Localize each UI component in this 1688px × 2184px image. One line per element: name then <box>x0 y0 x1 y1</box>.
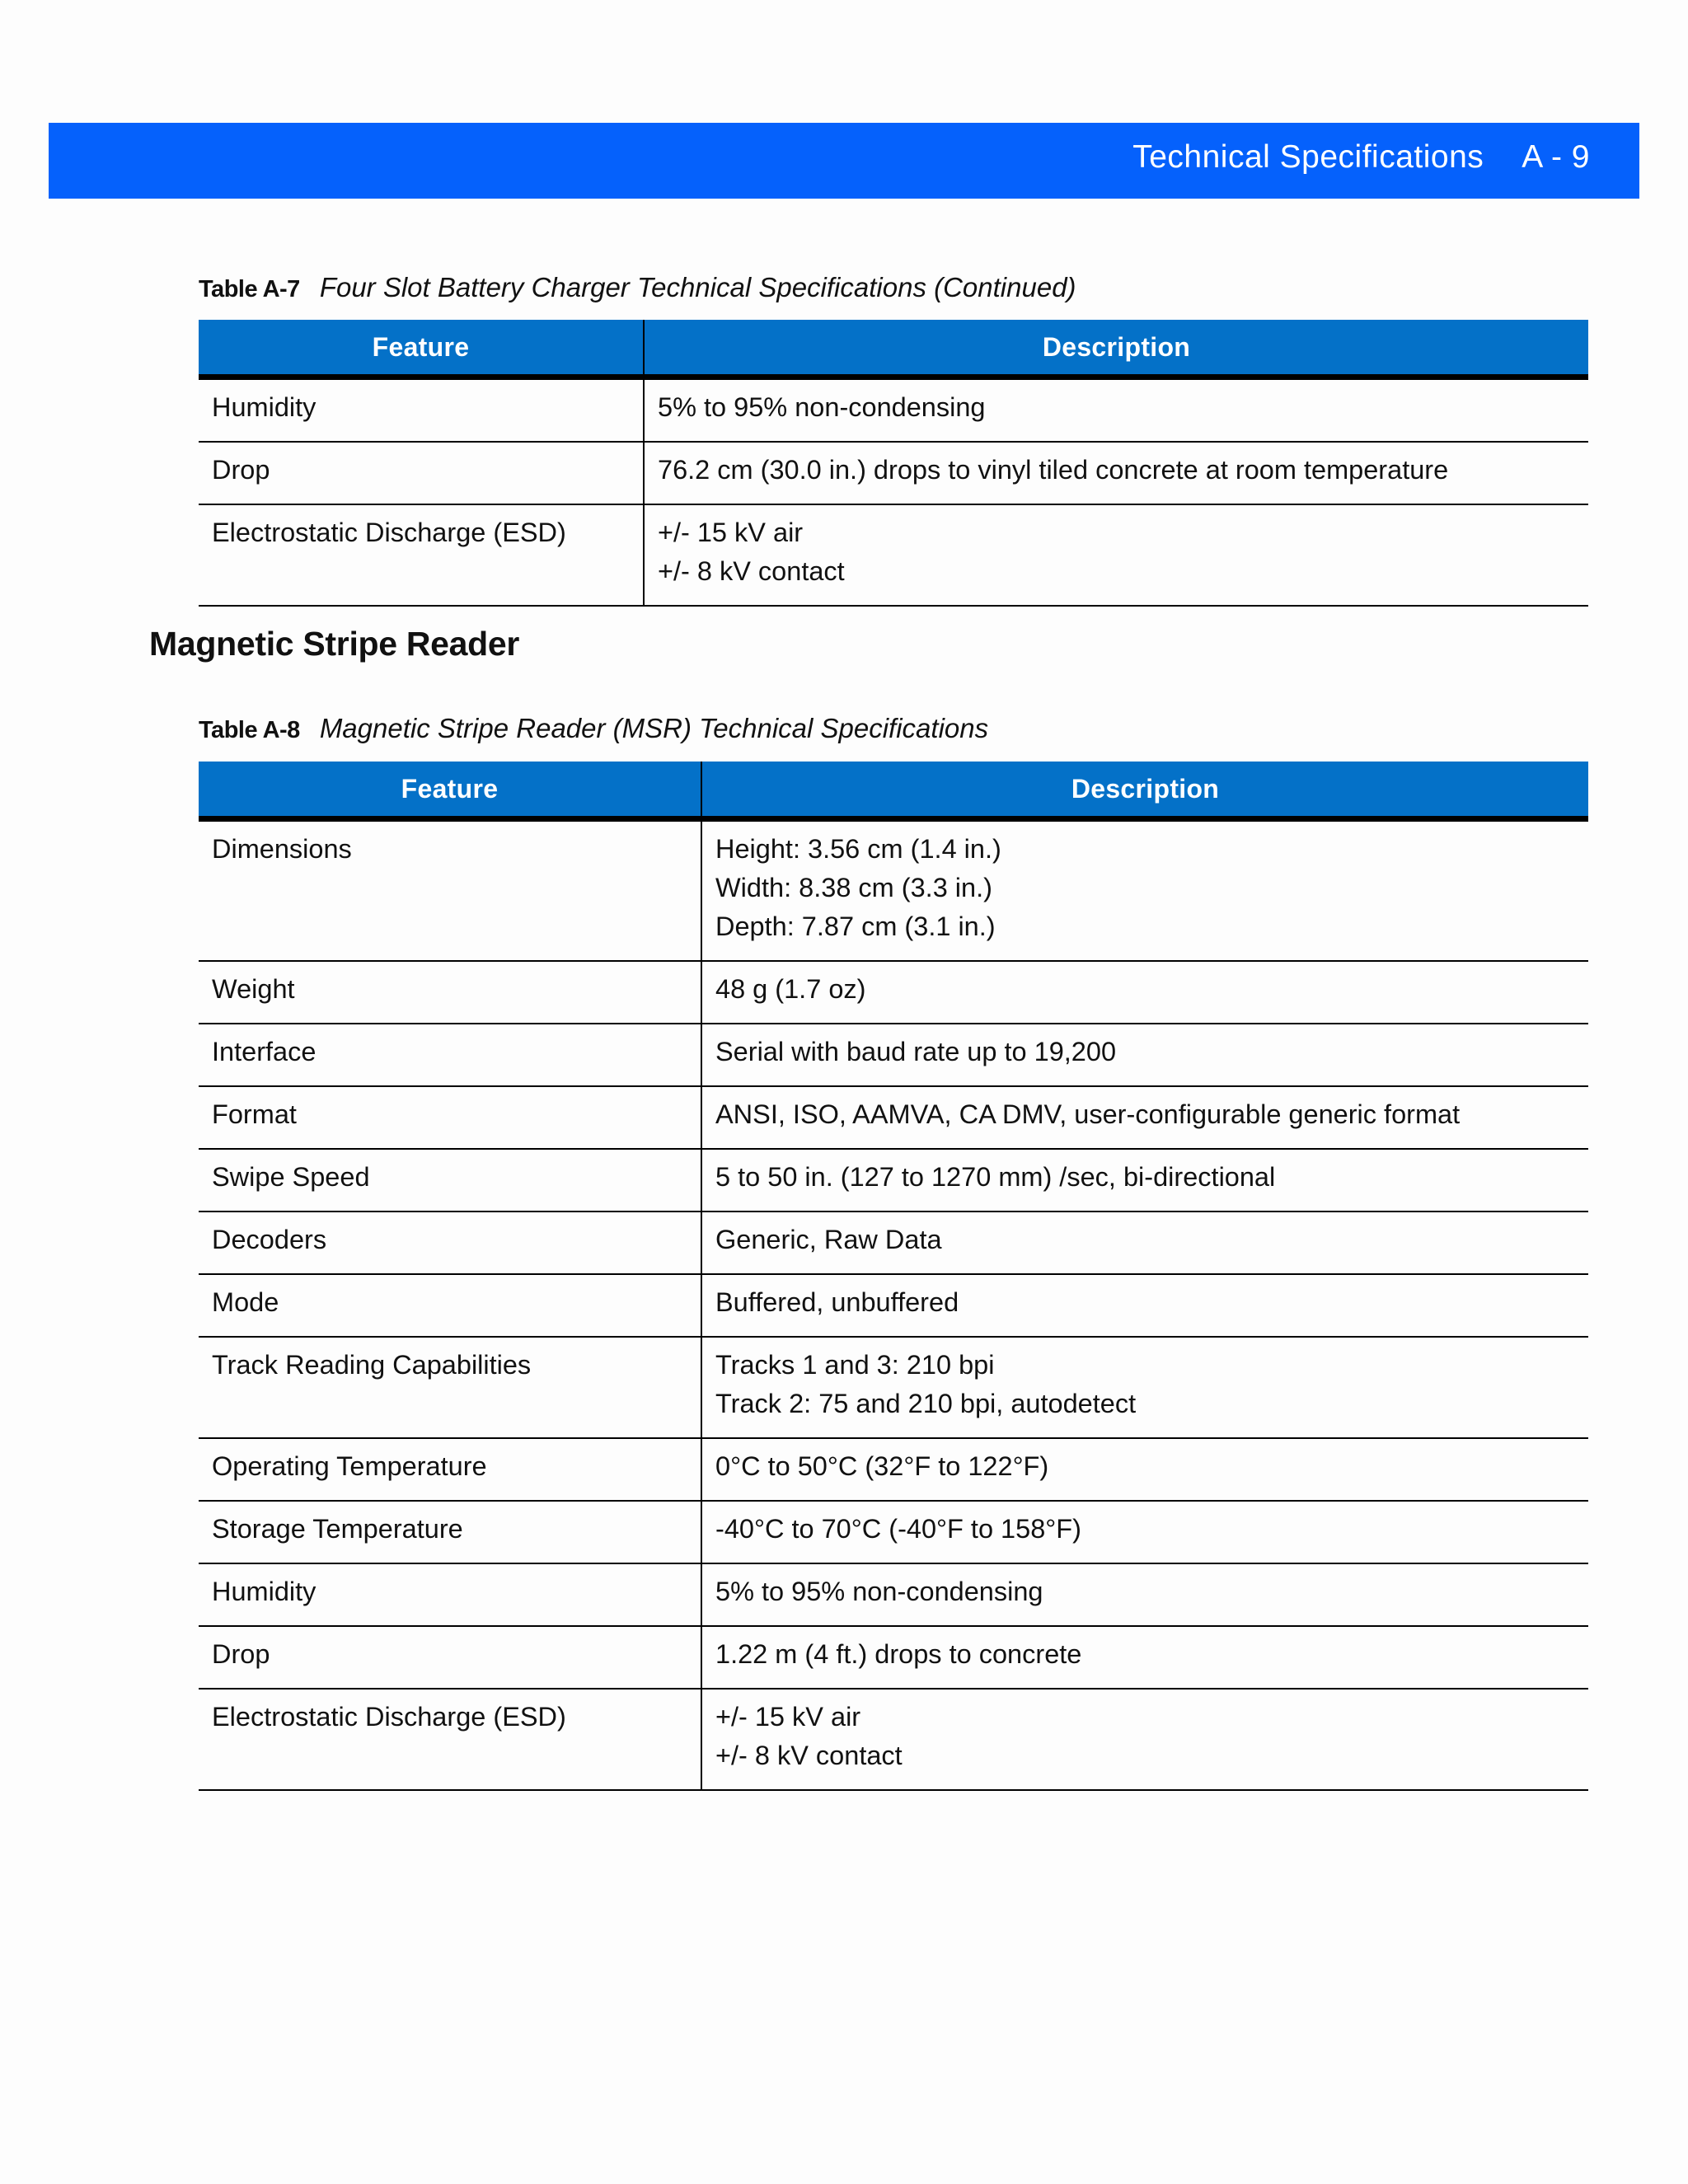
table-row <box>199 1337 1588 1438</box>
description-line: Width: 8.38 cm (3.3 in.) <box>715 873 992 902</box>
table-row <box>199 1274 1588 1337</box>
description-cell <box>701 1689 1588 1790</box>
description-cell <box>701 961 1588 1024</box>
description-cell <box>701 1501 1588 1563</box>
description-line: 5% to 95% non-condensing <box>658 392 986 422</box>
table-row <box>199 819 1588 962</box>
description-cell <box>701 1337 1588 1438</box>
description-line: Buffered, unbuffered <box>715 1287 959 1317</box>
table-a7-body <box>199 377 1588 607</box>
feature-cell: Storage Temperature <box>199 1501 701 1563</box>
feature-cell: Drop <box>199 1626 701 1689</box>
page-header-band <box>49 123 1639 199</box>
description-cell <box>644 442 1588 504</box>
description-line: +/- 8 kV contact <box>658 556 845 586</box>
table-row <box>199 1024 1588 1086</box>
feature-cell: Operating Temperature <box>199 1438 701 1501</box>
table-a8-caption <box>199 713 988 744</box>
description-cell <box>701 1212 1588 1274</box>
table-row <box>199 1212 1588 1274</box>
table-row <box>199 1563 1588 1626</box>
table-row <box>199 1689 1588 1790</box>
feature-cell: Drop <box>199 442 644 504</box>
description-cell <box>701 1563 1588 1626</box>
column-header-description: Description <box>701 762 1588 819</box>
feature-cell: Mode <box>199 1274 701 1337</box>
table-row <box>199 1626 1588 1689</box>
column-header-feature: Feature <box>199 320 644 377</box>
running-header <box>1132 139 1590 176</box>
table-row <box>199 442 1588 504</box>
description-line: +/- 15 kV air <box>715 1702 861 1732</box>
feature-cell: Weight <box>199 961 701 1024</box>
feature-cell: Track Reading Capabilities <box>199 1337 701 1438</box>
table-header-row <box>199 762 1588 819</box>
table-row <box>199 1438 1588 1501</box>
table-a8-body <box>199 819 1588 1791</box>
table-a8-title: Magnetic Stripe Reader (MSR) Technical Specifications <box>319 713 989 743</box>
description-line: 48 g (1.7 oz) <box>715 974 866 1004</box>
description-cell <box>701 819 1588 962</box>
description-cell <box>701 1086 1588 1149</box>
header-title: Technical Specifications <box>1132 139 1484 175</box>
feature-cell: Swipe Speed <box>199 1149 701 1212</box>
feature-cell: Decoders <box>199 1212 701 1274</box>
description-cell <box>644 504 1588 606</box>
table-a7 <box>199 320 1588 607</box>
table-row <box>199 504 1588 606</box>
table-row <box>199 961 1588 1024</box>
table-row <box>199 377 1588 443</box>
description-line: Serial with baud rate up to 19,200 <box>715 1037 1117 1066</box>
feature-cell: Dimensions <box>199 819 701 962</box>
column-header-feature: Feature <box>199 762 701 819</box>
table-a7-number: Table A-7 <box>199 276 300 302</box>
description-cell <box>701 1438 1588 1501</box>
description-cell <box>701 1626 1588 1689</box>
description-line: -40°C to 70°C (-40°F to 158°F) <box>715 1514 1081 1544</box>
description-line: +/- 8 kV contact <box>715 1741 903 1770</box>
table-row <box>199 1501 1588 1563</box>
table-a7-title: Four Slot Battery Charger Technical Specifications (Continued) <box>319 272 1076 302</box>
feature-cell: Electrostatic Discharge (ESD) <box>199 1689 701 1790</box>
description-line: Tracks 1 and 3: 210 bpi <box>715 1350 995 1380</box>
table-header-row <box>199 320 1588 377</box>
description-line: 5 to 50 in. (127 to 1270 mm) /sec, bi-directional <box>715 1162 1276 1192</box>
table-row <box>199 1149 1588 1212</box>
description-line: +/- 15 kV air <box>658 518 804 547</box>
description-line: 0°C to 50°C (32°F to 122°F) <box>715 1451 1049 1481</box>
description-line: Generic, Raw Data <box>715 1225 942 1254</box>
table-a8-number: Table A-8 <box>199 717 300 743</box>
feature-cell: Humidity <box>199 377 644 443</box>
section-heading: Magnetic Stripe Reader <box>149 625 520 663</box>
table-a7-caption <box>199 272 1076 303</box>
feature-cell: Interface <box>199 1024 701 1086</box>
description-line: 5% to 95% non-condensing <box>715 1577 1043 1606</box>
table-a8 <box>199 762 1588 1791</box>
feature-cell: Format <box>199 1086 701 1149</box>
table-row <box>199 1086 1588 1149</box>
description-cell <box>701 1274 1588 1337</box>
description-line: ANSI, ISO, AAMVA, CA DMV, user-configurable generic format <box>715 1099 1461 1129</box>
description-cell <box>644 377 1588 443</box>
description-line: Height: 3.56 cm (1.4 in.) <box>715 834 1001 864</box>
description-line: Depth: 7.87 cm (3.1 in.) <box>715 912 996 941</box>
description-line: 1.22 m (4 ft.) drops to concrete <box>715 1639 1082 1669</box>
description-line: 76.2 cm (30.0 in.) drops to vinyl tiled concrete at room temperature <box>658 455 1449 485</box>
description-cell <box>701 1024 1588 1086</box>
feature-cell: Humidity <box>199 1563 701 1626</box>
page-number: A - 9 <box>1522 139 1590 175</box>
column-header-description: Description <box>644 320 1588 377</box>
description-line: Track 2: 75 and 210 bpi, autodetect <box>715 1389 1137 1418</box>
description-cell <box>701 1149 1588 1212</box>
feature-cell: Electrostatic Discharge (ESD) <box>199 504 644 606</box>
